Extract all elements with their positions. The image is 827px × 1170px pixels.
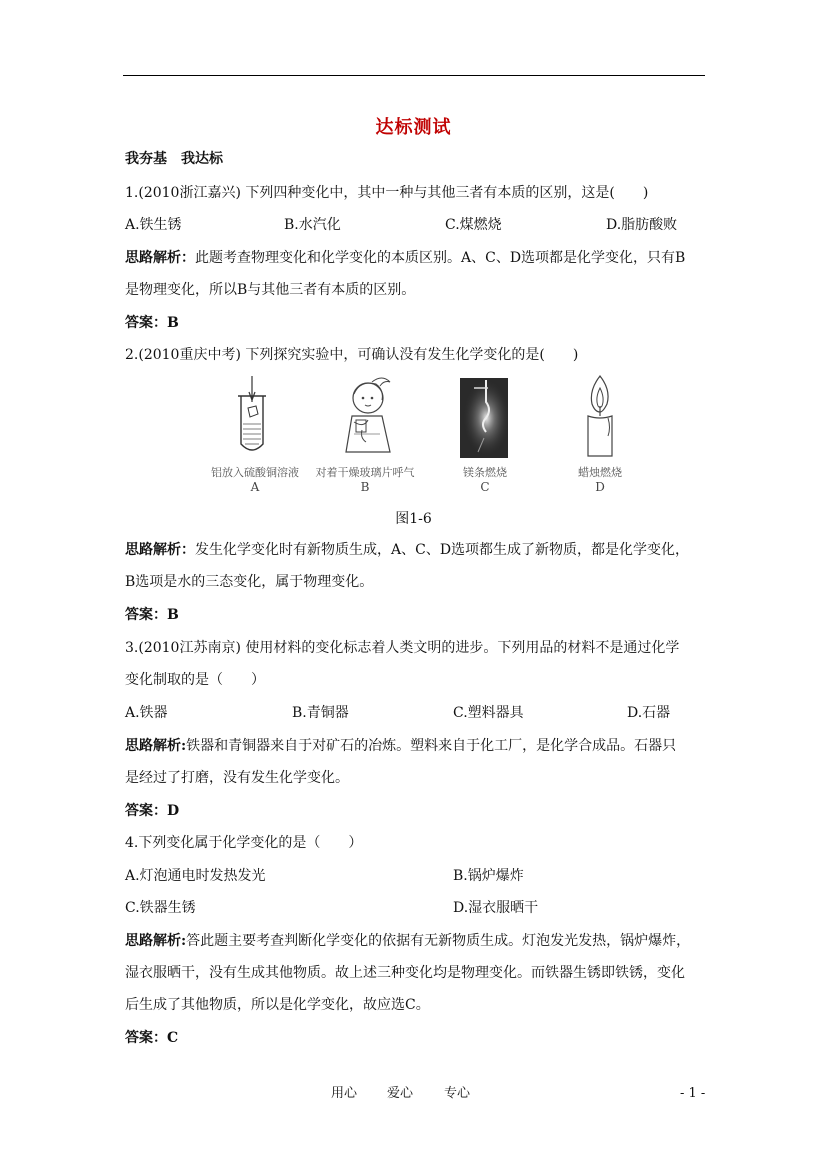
q3-option-d: D.石器 [627, 705, 671, 721]
figure-item-a [200, 372, 310, 500]
q3-option-b: B.青铜器 [292, 705, 349, 721]
q1-option-d: D.脂肪酸败 [606, 217, 678, 233]
q4-analysis-cont: 湿衣服晒干，没有生成其他物质。故上述三种变化均是物理变化。而铁器生锈即铁锈，变化 [125, 965, 685, 981]
figure-caption-c: 镁条燃烧 [463, 466, 507, 479]
q2-analysis [125, 540, 689, 560]
q2-analysis-cont: B选项是水的三态变化，属于物理变化。 [125, 574, 374, 590]
analysis-label: 思路解析: [125, 933, 187, 949]
analysis-text: 此题考查物理变化和化学变化的本质区别。A、C、D选项都是化学变化，只有B [195, 250, 686, 266]
magnesium-burning-photo [430, 372, 540, 458]
q4-option-c: C.铁器生锈 [125, 900, 196, 916]
q2-stem: 2.(2010重庆中考) 下列探究实验中，可确认没有发生化学变化的是( ) [125, 347, 579, 363]
page-number: - 1 - [680, 1086, 706, 1101]
figure-letter-b: B [360, 480, 370, 494]
q1-analysis-cont: 是物理变化，所以B与其他三者有本质的区别。 [125, 282, 416, 298]
analysis-label: 思路解析： [125, 250, 195, 266]
q1-answer: 答案：B [125, 315, 179, 331]
q4-option-b: B.锅炉爆炸 [453, 868, 524, 884]
test-tube-drawing [200, 372, 310, 458]
footer-motto-1: 用心 [331, 1086, 358, 1101]
figure-caption-d: 蜡烛燃烧 [578, 466, 622, 479]
figure-letter-c: C [480, 480, 490, 494]
experiment-figure [200, 372, 630, 502]
q1-stem: 1.(2010浙江嘉兴) 下列四种变化中，其中一种与其他三者有本质的区别，这是( ) [125, 185, 649, 201]
q3-option-a: A.铁器 [125, 705, 168, 721]
q1-analysis [125, 248, 685, 268]
q4-option-d: D.湿衣服晒干 [453, 900, 539, 916]
q3-analysis [125, 736, 676, 756]
q4-analysis [125, 931, 690, 951]
section-heading: 我夯基 我达标 [125, 151, 223, 167]
candle-drawing [545, 372, 655, 458]
q1-option-c: C.煤燃烧 [445, 217, 502, 233]
girl-breathing-drawing [310, 372, 420, 458]
footer-motto-3: 专心 [444, 1086, 471, 1101]
q3-stem-cont: 变化制取的是（ ） [125, 672, 265, 688]
figure-item-d [545, 372, 655, 500]
analysis-label: 思路解析： [125, 542, 195, 558]
header-rule [123, 75, 705, 76]
q4-option-a: A.灯泡通电时发热发光 [125, 868, 266, 884]
q4-answer: 答案：C [125, 1030, 179, 1046]
q1-option-a: A.铁生锈 [125, 217, 182, 233]
analysis-label: 思路解析: [125, 738, 187, 754]
q3-answer: 答案：D [125, 803, 180, 819]
q3-option-c: C.塑料器具 [453, 705, 524, 721]
page-title: 达标测试 [375, 117, 452, 138]
q3-analysis-cont: 是经过了打磨，没有发生化学变化。 [125, 770, 349, 786]
analysis-text: 铁器和青铜器来自于对矿石的冶炼。塑料来自于化工厂，是化学合成品。石器只 [186, 738, 677, 754]
figure-caption-a: 铝放入硫酸铜溶液 [211, 466, 299, 479]
q4-stem: 4.下列变化属于化学变化的是（ ） [125, 835, 363, 851]
q4-analysis-cont2: 后生成了其他物质，所以是化学变化，故应选C。 [125, 997, 430, 1013]
q1-option-b: B.水汽化 [284, 217, 341, 233]
figure-caption-b: 对着干燥玻璃片呼气 [315, 466, 415, 479]
figure-item-b [310, 372, 420, 500]
figure-letter-a: A [250, 480, 260, 494]
q3-stem: 3.(2010江苏南京) 使用材料的变化标志着人类文明的进步。下列用品的材料不是通过化学 [125, 640, 680, 656]
analysis-text: 发生化学变化时有新物质生成，A、C、D选项都生成了新物质，都是化学变化， [195, 542, 690, 558]
footer-motto-2: 爱心 [387, 1086, 414, 1101]
figure-letter-d: D [595, 480, 605, 494]
figure-item-c [430, 372, 540, 500]
q2-answer: 答案：B [125, 607, 179, 623]
analysis-text: 答此题主要考查判断化学变化的依据有无新物质生成。灯泡发光发热，锅炉爆炸， [186, 933, 691, 949]
figure-caption: 图1-6 [395, 511, 432, 527]
